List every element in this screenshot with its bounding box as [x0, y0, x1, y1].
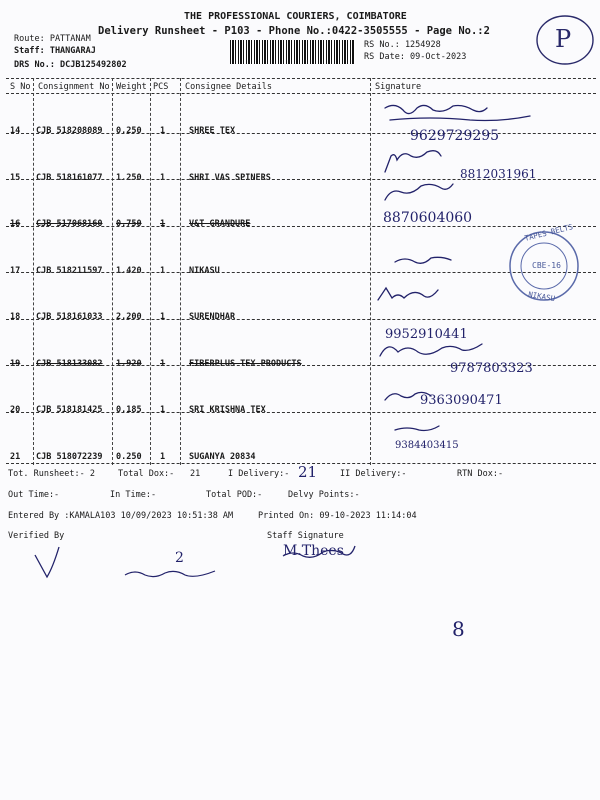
stamp-bottom: NIKASU [527, 289, 556, 304]
sig-phone-20: 9363090471 [420, 393, 503, 408]
row-consignment: CJB 518133082 [36, 358, 103, 369]
handwritten-note-8: 8 [452, 617, 465, 641]
col-consignee: Consignee Details [185, 82, 272, 92]
row-consignment: CJB 518072239 [36, 451, 103, 462]
row-consignee: SHRI VAS SPINERS [189, 172, 271, 183]
row-pcs: 1 [160, 126, 166, 136]
sig-phone-18: 9952910441 [385, 327, 468, 342]
row-pcs: 1 [160, 312, 166, 322]
row-consignee: FIBERPLUS TEX PRODUCTS [189, 358, 302, 369]
row-pcs: 1 [160, 219, 166, 229]
row-consignment: CJB 517068160 [36, 219, 103, 229]
row-weight: 0.750 [116, 219, 142, 229]
row-sno: 14 [10, 126, 21, 136]
row-consignment: CJB 518208089 [36, 126, 103, 136]
row-weight: 1.420 [116, 265, 142, 276]
rtn-dox-label: RTN Dox:- [457, 469, 504, 479]
row-consignee: SRI KRISHNA TEX [189, 405, 266, 415]
ii-delivery-label: II Delivery:- [340, 469, 407, 479]
sig-phone-15: 8812031961 [460, 167, 537, 181]
row-consignee: V&T GRANDURE [189, 219, 251, 229]
row-pcs: 1 [160, 451, 166, 462]
row-pcs: 1 [160, 405, 166, 415]
total-dox-value: 21 [190, 469, 201, 479]
rs-number: RS No.: 1254928 [364, 40, 441, 50]
verified-by: Verified By [8, 531, 65, 541]
row-weight: 1.250 [116, 172, 142, 183]
rs-date: RS Date: 09-Oct-2023 [364, 52, 467, 62]
row-pcs: 1 [160, 172, 166, 183]
stamp-top: TAPES BELTS [523, 222, 574, 243]
corner-mark: P [555, 25, 572, 53]
i-delivery-label: I Delivery:- [228, 469, 290, 479]
sig-phone-16: 8870604060 [383, 210, 473, 226]
row-sno: 15 [10, 172, 21, 183]
tot-runsheet: Tot. Runsheet:- 2 [8, 469, 95, 479]
col-weight: Weight [116, 82, 147, 92]
row-weight: 2.200 [116, 312, 142, 322]
col-sno: S No [10, 82, 31, 92]
row-weight: 0.250 [116, 126, 142, 136]
total-pod: Total POD:- [206, 490, 263, 500]
row-sno: 19 [10, 358, 21, 369]
row-consignment: CJB 518161033 [36, 312, 103, 322]
row-consignment: CJB 518211597 [36, 265, 103, 276]
in-time: In Time:- [110, 490, 157, 500]
out-time: Out Time:- [8, 490, 60, 500]
row-consignee: SHREE TEX [189, 126, 236, 136]
row-sno: 17 [10, 265, 21, 276]
col-pcs: PCS [153, 82, 169, 92]
row-consignment: CJB 518181425 [36, 405, 103, 415]
drs-number: DRS No.: DCJB125492802 [14, 60, 127, 70]
sig-phone-19: 9787803323 [450, 361, 533, 376]
row-weight: 1.920 [116, 358, 142, 369]
sig-phone-14: 9629729295 [410, 128, 500, 144]
row-consignee: SUGANYA 20834 [189, 451, 256, 462]
col-signature: Signature [375, 82, 422, 92]
row-sno: 18 [10, 312, 21, 322]
row-sno: 20 [10, 405, 21, 415]
total-dox-label: Total Dox:- [118, 469, 175, 479]
entered-by: Entered By :KAMALA103 10/09/2023 10:51:38 AM [8, 511, 234, 521]
row-sno: 21 [10, 451, 21, 462]
printed-on: Printed On: 09-10-2023 11:14:04 [258, 511, 417, 521]
staff: Staff: THANGARAJ [14, 46, 96, 56]
row-pcs: 1 [160, 265, 166, 276]
row-pcs: 1 [160, 358, 166, 369]
stamp-middle: CBE-16 [532, 261, 561, 270]
company-title: THE PROFESSIONAL COURIERS, COIMBATORE [184, 11, 407, 22]
row-weight: 0.185 [116, 405, 142, 415]
route: Route: PATTANAM [14, 34, 91, 44]
delvy-points: Delvy Points:- [288, 490, 360, 500]
row-sno: 16 [10, 219, 21, 229]
sig-phone-21: 9384403415 [395, 440, 459, 451]
row-consignee: NIKASU [189, 265, 220, 276]
row-consignment: CJB 518161077 [36, 172, 103, 183]
runsheet-title: Delivery Runsheet - P103 - Phone No.:0422-3505555 - Page No.:2 [98, 25, 490, 37]
i-delivery-value: 21 [298, 463, 318, 481]
staff-signature-label: Staff Signature [267, 531, 344, 541]
handwritten-note-2: 2 [175, 550, 184, 566]
row-weight: 0.250 [116, 451, 142, 462]
col-consignment: Consignment No [38, 82, 110, 92]
row-consignee: SURENDHAR [189, 312, 236, 322]
staff-signature-ink: M.Thees [283, 543, 344, 559]
